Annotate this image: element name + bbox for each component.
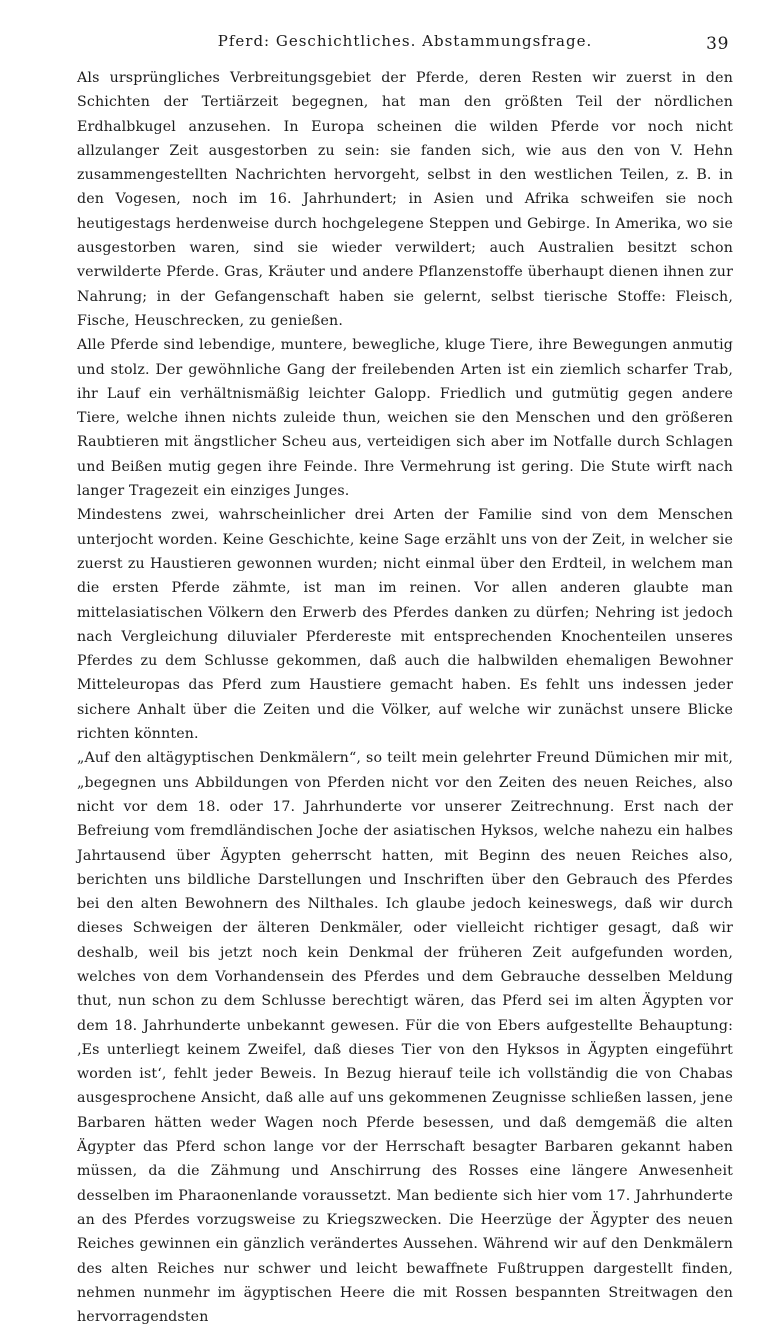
paragraph-distribution: Als ursprüngliches Verbreitungsgebiet der Pferde, deren Resten wir zuerst in den Schichten der Tertiärzeit begegnen, hat man den größten Teil der nördlichen Erdhalbkugel anzusehen. In Europa scheinen die wilden Pferde vor noch nicht allzulanger Zeit ausgestorben zu sein: sie fanden sich, wie aus den von V. Hehn zusammengestellten Nachrichten hervorgeht, selbst in den westlichen Teilen, z. B. in den Vogesen, noch im 16. Jahrhundert; in Asien und Afrika schweifen sie noch heutigestags herdenweise durch hochgelegene Steppen und Gebirge. In Amerika, wo sie ausgestorben waren, sind sie wieder verwildert; auch Australien besitzt schon verwilderte Pferde. Gras, Kräuter und andere Pflanzenstoffe überhaupt dienen ihnen zur Nahrung; in der Gefangenschaft haben sie gelernt, selbst tierische Stoffe: Fleisch, Fische, Heuschrecken, zu genießen. bbox=[77, 70, 733, 329]
running-header bbox=[77, 30, 733, 56]
body-text bbox=[77, 66, 733, 1329]
paragraph-behaviour: Alle Pferde sind lebendige, muntere, bewegliche, kluge Tiere, ihre Bewegungen anmutig und stolz. Der gewöhnliche Gang der freilebenden Arten ist ein ziemlich scharfer Trab, ihr Lauf ein verhältnismäßig leichter Galopp. Friedlich und gutmütig gegen andere Tiere, welche ihnen nichts zuleide thun, weichen sie den Menschen und den größeren Raubtieren mit ängstlicher Scheu aus, verteidigen sich aber im Notfalle durch Schlagen und Beißen mutig gegen ihre Feinde. Ihre Vermehrung ist gering. Die Stute wirft nach langer Tragezeit ein einziges Junges. bbox=[77, 337, 733, 500]
running-title: Pferd: Geschichtliches. Abstammungsfrage. bbox=[217, 32, 593, 50]
paragraph-domestication: Mindestens zwei, wahrscheinlicher drei Arten der Familie sind von dem Menschen unterjocht worden. Keine Geschichte, keine Sage erzählt uns von der Zeit, in welcher sie zuerst zu Haustieren gewonnen wurden; nicht einmal über den Erdteil, in welchem man die ersten Pferde zähmte, ist man im reinen. Vor allen anderen glaubte man mittelasiatischen Völkern den Erwerb des Pferdes danken zu dürfen; Nehring ist jedoch nach Vergleichung diluvialer Pferdereste mit entsprechenden Knochenteilen unseres Pferdes zu dem Schlusse gekommen, daß auch die halbwilden ehemaligen Bewohner Mitteleuropas das Pferd zum Haustiere gemacht haben. Es fehlt uns indessen jeder sichere Anhalt über die Zeiten und die Völker, auf welche wir zunächst unsere Blicke richten könnten. bbox=[77, 507, 733, 743]
page-number: 39 bbox=[706, 34, 729, 54]
paragraph-egypt-quote: „Auf den altägyptischen Denkmälern“, so teilt mein gelehrter Freund Dümichen mir mit, „begegnen uns Abbildungen von Pferden nicht vor den Zeiten des neuen Reiches, also nicht vor dem 18. oder 17. Jahrhunderte vor unserer Zeitrechnung. Erst nach der Befreiung vom fremdländischen Joche der asiatischen Hyksos, welche nahezu ein halbes Jahrtausend über Ägypten geherrscht hatten, mit Beginn des neuen Reiches also, berichten uns bildliche Darstellungen und Inschriften über den Gebrauch des Pferdes bei den alten Bewohnern des Nilthales. Ich glaube jedoch keineswegs, daß wir durch dieses Schweigen der älteren Denkmäler, oder vielleicht richtiger gesagt, daß wir deshalb, weil bis jetzt noch kein Denkmal der früheren Zeit aufgefunden worden, welches von dem Vorhandensein des Pferdes und dem Gebrauche desselben Meldung thut, nun schon zu dem Schlusse berechtigt wären, das Pferd sei im alten Ägypten vor dem 18. Jahrhunderte unbekannt gewesen. Für die von Ebers aufgestellte Behauptung: ‚Es unterliegt keinem Zweifel, daß dieses Tier von den Hyksos in Ägypten eingeführt worden ist‘, fehlt jeder Beweis. In Bezug hierauf teile ich vollständig die von Chabas ausgesprochene Ansicht, daß alle auf uns gekommenen Zeugnisse schließen lassen, jene Barbaren hätten weder Wagen noch Pferde besessen, und daß demgemäß die alten Ägypter das Pferd schon lange vor der Herrschaft besagter Barbaren gekannt haben müssen, da die Zähmung und Anschirrung des Rosses eine längere Anwesenheit desselben im Pharaonenlande voraussetzt. Man bediente sich hier vom 17. Jahrhunderte an des Pferdes vorzugsweise zu Kriegszwecken. Die Heerzüge der Ägypter des neuen Reiches gewinnen ein gänzlich verändertes Aussehen. Während wir auf den Denkmälern des alten Reiches nur schwer und leicht bewaffnete Fußtruppen dargestellt finden, nehmen nunmehr im ägyptischen Heere die mit Rossen bespannten Streitwagen den hervorragendsten bbox=[77, 750, 733, 1326]
